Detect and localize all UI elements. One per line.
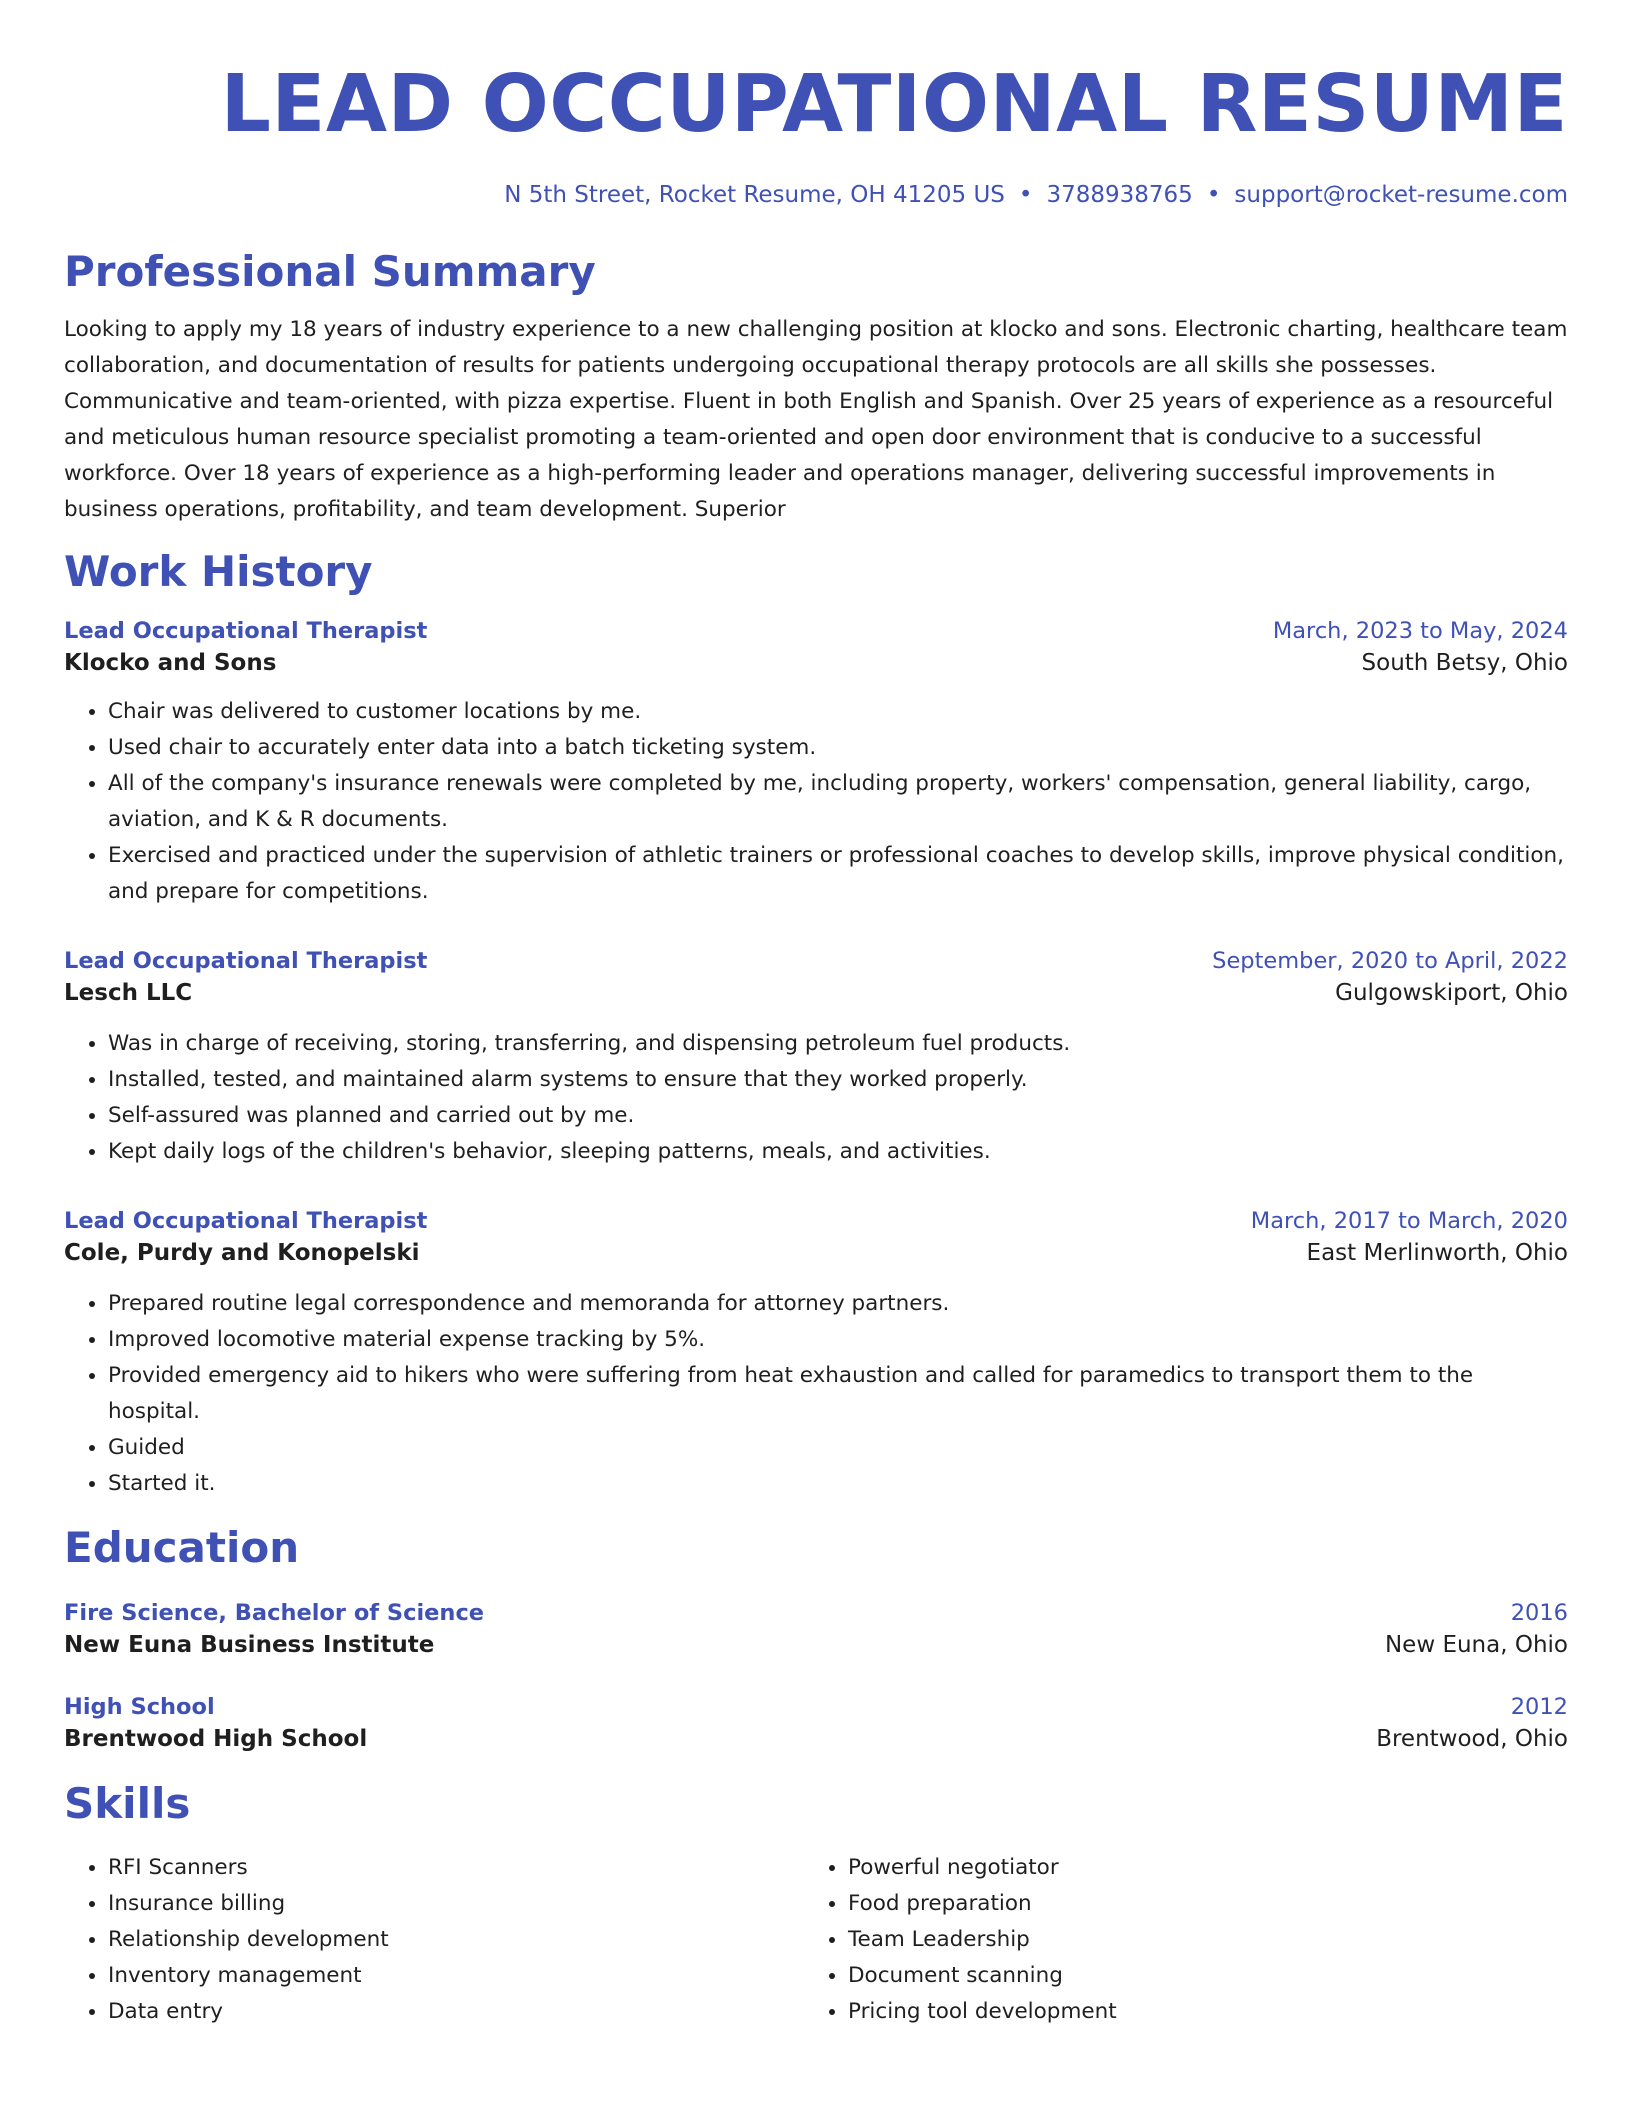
skill-item: • Insurance billing — [108, 1886, 804, 1922]
summary-heading: Professional Summary — [64, 247, 596, 296]
education-degree: Fire Science, Bachelor of Science — [64, 1600, 485, 1626]
job-header-row — [64, 1208, 1568, 1234]
job-entry — [64, 948, 1568, 1170]
education-year: 2012 — [1510, 1694, 1568, 1720]
job-location: South Betsy, Ohio — [1361, 650, 1568, 676]
job-header-row — [64, 948, 1568, 974]
job-bullets — [64, 1026, 1568, 1170]
skill-item: • RFI Scanners — [108, 1850, 804, 1886]
job-company: Klocko and Sons — [64, 650, 277, 676]
education-degree: High School — [64, 1694, 215, 1720]
job-company: Cole, Purdy and Konopelski — [64, 1240, 420, 1266]
skill-item: • Powerful negotiator — [848, 1850, 1544, 1886]
skills-list — [64, 1850, 804, 2030]
job-company-row — [64, 650, 1568, 676]
education-entry — [64, 1600, 1568, 1658]
contact-phone: 3788938765 — [1046, 182, 1193, 208]
job-dates: March, 2017 to March, 2020 — [1250, 1208, 1568, 1234]
job-bullet: • Self-assured was planned and carried out by me. — [108, 1098, 1568, 1134]
education-school-row — [64, 1726, 1568, 1752]
job-company-row — [64, 980, 1568, 1006]
skill-item: • Pricing tool development — [848, 1994, 1544, 2030]
skill-item: • Team Leadership — [848, 1922, 1544, 1958]
skill-item: • Food preparation — [848, 1886, 1544, 1922]
skills-column-left — [64, 1850, 804, 2030]
job-company: Lesch LLC — [64, 980, 193, 1006]
education-school: Brentwood High School — [64, 1726, 368, 1752]
job-header-row — [64, 618, 1568, 644]
education-school-row — [64, 1632, 1568, 1658]
education-heading: Education — [64, 1523, 300, 1572]
job-bullet: • Provided emergency aid to hikers who were suffering from heat exhaustion and called for paramedics to transport them to the hospital. — [108, 1358, 1568, 1430]
education-header-row — [64, 1600, 1568, 1626]
skill-item: • Data entry — [108, 1994, 804, 2030]
skills-columns — [64, 1850, 1568, 2030]
job-title: Lead Occupational Therapist — [64, 1208, 428, 1234]
job-bullets — [64, 694, 1568, 910]
job-bullet: • Was in charge of receiving, storing, transferring, and dispensing petroleum fuel products. — [108, 1026, 1568, 1062]
skills-column-right — [804, 1850, 1544, 2030]
job-bullet: • Used chair to accurately enter data into a batch ticketing system. — [108, 730, 1568, 766]
job-bullet: • All of the company's insurance renewals were completed by me, including property, workers' compensation, general liability, cargo, aviation, and K & R documents. — [108, 766, 1568, 838]
job-bullet: • Kept daily logs of the children's behavior, sleeping patterns, meals, and activities. — [108, 1134, 1568, 1170]
education-header-row — [64, 1694, 1568, 1720]
contact-email[interactable]: support@rocket-resume.com — [1234, 182, 1568, 208]
job-dates: March, 2023 to May, 2024 — [1272, 618, 1568, 644]
job-entry — [64, 1208, 1568, 1502]
job-bullet: • Prepared routine legal correspondence and memoranda for attorney partners. — [108, 1286, 1568, 1322]
skills-heading: Skills — [64, 1779, 191, 1828]
contact-separator: • — [1018, 182, 1033, 208]
job-bullet: • Exercised and practiced under the supervision of athletic trainers or professional coaches to develop skills, improve physical condition, and prepare for competitions. — [108, 838, 1568, 910]
education-location: Brentwood, Ohio — [1376, 1726, 1568, 1752]
job-location: Gulgowskiport, Ohio — [1335, 980, 1568, 1006]
skills-list — [804, 1850, 1544, 2030]
job-title: Lead Occupational Therapist — [64, 948, 428, 974]
job-location: East Merlinworth, Ohio — [1306, 1240, 1568, 1266]
skill-item: • Inventory management — [108, 1958, 804, 1994]
education-entry — [64, 1694, 1568, 1752]
job-title: Lead Occupational Therapist — [64, 618, 428, 644]
skill-item: • Relationship development — [108, 1922, 804, 1958]
job-bullet: • Guided — [108, 1430, 1568, 1466]
contact-address: N 5th Street, Rocket Resume, OH 41205 US — [504, 182, 1005, 208]
resume-title: LEAD OCCUPATIONAL RESUME — [220, 58, 1568, 150]
job-bullets — [64, 1286, 1568, 1502]
job-bullet: • Improved locomotive material expense tracking by 5%. — [108, 1322, 1568, 1358]
job-dates: September, 2020 to April, 2022 — [1212, 948, 1568, 974]
contact-line — [64, 182, 1568, 208]
education-location: New Euna, Ohio — [1384, 1632, 1568, 1658]
job-bullet: • Started it. — [108, 1466, 1568, 1502]
skill-item: • Document scanning — [848, 1958, 1544, 1994]
job-company-row — [64, 1240, 1568, 1266]
contact-separator: • — [1206, 182, 1221, 208]
summary-text: Looking to apply my 18 years of industry experience to a new challenging position at klocko and sons. Electronic charting, healthcare team collaboration, and documentation of results for patients undergoing occupational therapy protocols are all skills she possesses. Communicative and team-oriented, with pizza expertise. Fluent in both English and Spanish. Over 25 years of experience as a resourceful and meticulous human resource specialist promoting a team-oriented and open door environment that is conducive to a successful workforce. Over 18 years of experience as a high-performing leader and operations manager, delivering successful improvements in business operations, profitability, and team development. Superior — [64, 317, 1568, 522]
education-year: 2016 — [1510, 1600, 1568, 1626]
job-entry — [64, 618, 1568, 910]
job-bullet: • Installed, tested, and maintained alarm systems to ensure that they worked properly. — [108, 1062, 1568, 1098]
work-history-heading: Work History — [64, 547, 373, 596]
job-bullet: • Chair was delivered to customer locations by me. — [108, 694, 1568, 730]
education-school: New Euna Business Institute — [64, 1632, 435, 1658]
